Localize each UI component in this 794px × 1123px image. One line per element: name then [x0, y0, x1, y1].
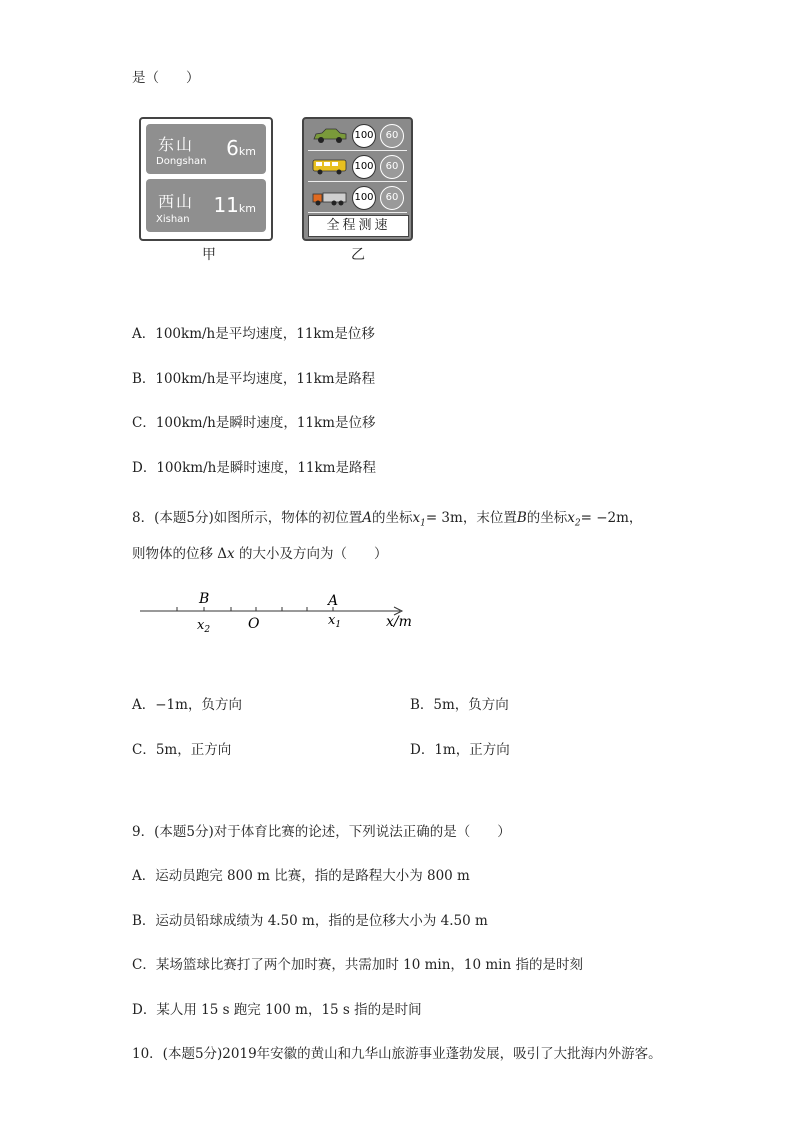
distance-sign — [139, 117, 273, 241]
caption-yi: 乙 — [351, 247, 365, 263]
q8-stem-line1: 8．(本题5分)如图所示，物体的初位置A的坐标$x_1= 3m$，末位置B的坐标$x_2= -2m$， — [132, 510, 643, 529]
sign-panel-xishan — [146, 179, 266, 232]
distance-value: 11km — [213, 193, 256, 217]
distance-value: 6km — [226, 136, 256, 160]
speed-limit-100: 100 — [352, 124, 376, 148]
place-name-pinyin: Xishan — [156, 214, 190, 225]
car-icon — [312, 128, 348, 144]
q8-option-a: A．−1m，负方向 — [132, 697, 242, 713]
label-x1: $x_1$ — [328, 613, 342, 630]
speed-row-bus — [308, 152, 407, 182]
q7-option-b: B．100km/h是平均速度，11km是路程 — [132, 371, 376, 387]
q9-option-b: B．运动员铅球成绩为 4.50 m，指的是位移大小为 4.50 m — [132, 913, 488, 929]
label-x-unit: x/m — [386, 614, 412, 630]
q7-option-a: A．100km/h是平均速度，11km是位移 — [132, 326, 375, 342]
sign-footer: 全程测速 — [308, 215, 409, 237]
q8-option-b: B．5m，负方向 — [410, 697, 509, 713]
speed-row-car — [308, 121, 407, 151]
truck-icon — [312, 190, 348, 206]
speed-limit-100: 100 — [352, 155, 376, 179]
q7-option-d: D．100km/h是瞬时速度，11km是路程 — [132, 460, 376, 476]
label-B: B — [199, 591, 210, 607]
label-A: A — [328, 593, 339, 609]
sign-panel-dongshan — [146, 124, 266, 174]
speed-limit-100: 100 — [352, 186, 376, 210]
q9-stem: 9．(本题5分)对于体育比赛的论述，下列说法正确的是（ ） — [132, 824, 511, 840]
q9-option-a: A．运动员跑完 800 m 比赛，指的是路程大小为 800 m — [132, 868, 470, 884]
speed-limit-60: 60 — [380, 124, 404, 148]
q8-stem-line2: 则物体的位移 Δx 的大小及方向为（ ） — [132, 546, 388, 562]
q7-stem-tail: 是（ ） — [132, 70, 200, 86]
label-x2: $x_2$ — [197, 618, 211, 634]
place-name: 东山 — [158, 135, 195, 154]
speed-limit-60: 60 — [380, 155, 404, 179]
number-line-figure — [132, 584, 432, 634]
q7-option-c: C．100km/h是瞬时速度，11km是位移 — [132, 415, 376, 431]
caption-jia: 甲 — [202, 247, 216, 263]
axis-ticks — [177, 607, 333, 611]
place-name-pinyin: Dongshan — [156, 156, 207, 167]
q9-option-d: D．某人用 15 s 跑完 100 m，15 s 指的是时间 — [132, 1002, 422, 1018]
q9-option-c: C．某场篮球比赛打了两个加时赛，共需加时 10 min，10 min 指的是时刻 — [132, 957, 583, 973]
speed-limit-sign — [302, 117, 413, 241]
label-O: O — [248, 616, 260, 632]
place-name: 西山 — [158, 192, 195, 211]
speed-limit-60: 60 — [380, 186, 404, 210]
q10-stem: 10．(本题5分)2019年安徽的黄山和九华山旅游事业蓬勃发展，吸引了大批海内外游客。 — [132, 1046, 662, 1062]
bus-icon — [312, 159, 348, 175]
q8-option-c: C．5m，正方向 — [132, 742, 232, 758]
q8-option-d: D．1m，正方向 — [410, 742, 510, 758]
speed-row-truck — [308, 183, 407, 213]
